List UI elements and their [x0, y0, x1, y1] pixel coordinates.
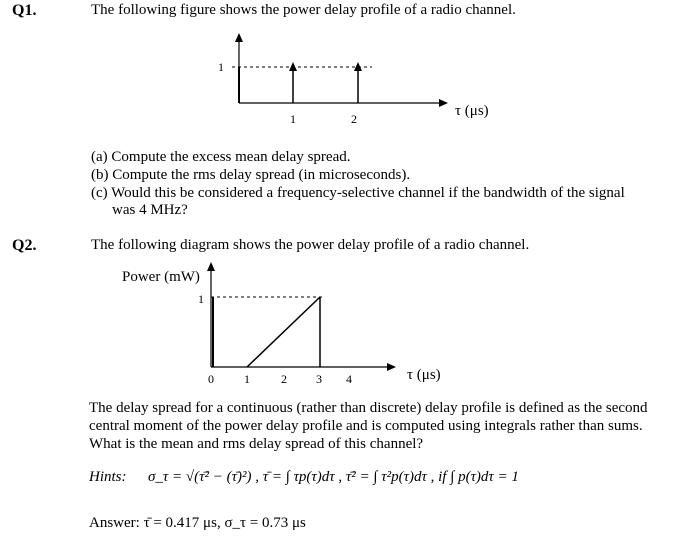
q1-question: The following figure shows the power delay profile of a radio channel. [91, 2, 516, 18]
q2-hint-formula-2: τ̄ = ∫ τp(τ)dτ [262, 469, 335, 485]
q2-hint-condition: , if ∫ p(τ)dτ = 1 [430, 469, 519, 485]
q2-x-tick-3: 3 [316, 372, 322, 386]
q2-x-axis-label: τ (μs) [407, 367, 441, 383]
q2-x-axis-arrow [387, 363, 396, 371]
q1-y-tick: 1 [218, 60, 224, 74]
q2-body-line-1: The delay spread for a continuous (rather than discrete) delay profile is defined as the second [89, 400, 648, 416]
q1-part-c: (c) Would this be considered a frequency-selective channel if the bandwidth of the signal [91, 185, 625, 201]
q2-hint-formula-3: τ̄² = ∫ τ²p(τ)dτ [345, 469, 427, 485]
q2-y-tick: 1 [198, 292, 204, 306]
q2-x-tick-4: 4 [346, 372, 352, 386]
q1-x-tick-1: 1 [290, 112, 296, 126]
q2-hints-line: Hints: σ_τ = √(τ̄² − (τ̄)²) , τ̄ = ∫ τp(τ)dτ , τ̄² = ∫ τ²p(τ)dτ , if ∫ p(τ)dτ = 1 [89, 469, 519, 485]
q2-y-axis-arrow [207, 262, 215, 271]
q1-number: Q1. [12, 2, 37, 19]
q2-question: The following diagram shows the power delay profile of a radio channel. [91, 237, 530, 253]
q2-x-tick-1: 1 [244, 372, 250, 386]
q1-part-c-cont: was 4 MHz? [112, 202, 188, 218]
q2-answer: Answer: τ̄ = 0.417 μs, σ_τ = 0.73 μs [89, 515, 306, 531]
q2-x-tick-0: 0 [208, 372, 214, 386]
q1-part-b: (b) Compute the rms delay spread (in microseconds). [91, 167, 411, 183]
q2-y-axis-label: Power (mW) [122, 269, 200, 285]
q2-x-tick-2: 2 [281, 372, 287, 386]
q1-x-tick-2: 2 [351, 112, 357, 126]
q2-body-line-3: What is the mean and rms delay spread of this channel? [89, 436, 424, 452]
q2-hints-label: Hints: [89, 469, 127, 485]
q1-part-a: (a) Compute the excess mean delay spread. [91, 149, 351, 165]
q2-profile-ramp [247, 297, 320, 367]
q2-body-line-2: central moment of the power delay profile and is computed using integrals rather than sums. [89, 418, 643, 434]
q2-number: Q2. [12, 237, 37, 254]
q2-hint-formula-1: σ_τ = √(τ̄² − (τ̄)²) [148, 469, 252, 485]
q1-x-axis-label: τ (μs) [455, 103, 489, 119]
